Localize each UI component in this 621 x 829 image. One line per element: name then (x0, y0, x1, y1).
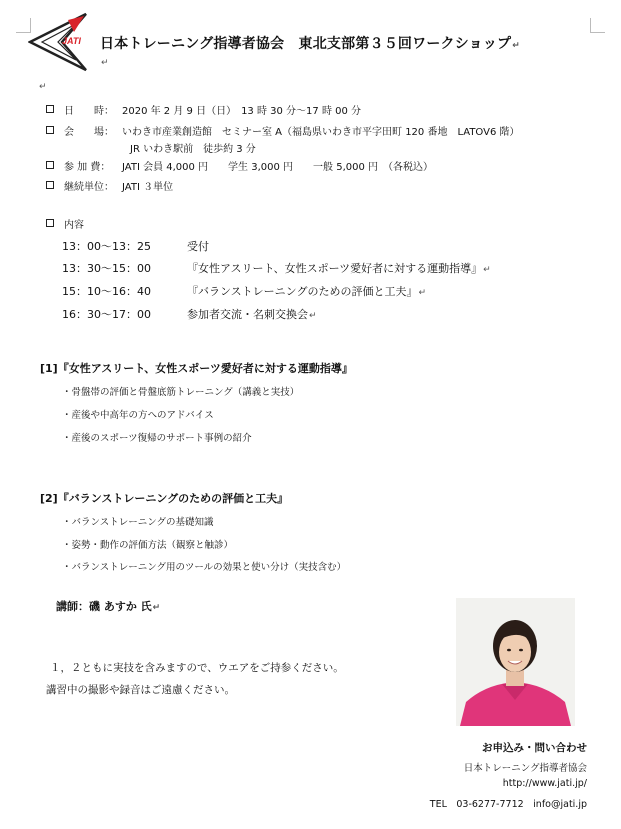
document-title: 日本トレーニング指導者協会 東北支部第３５回ワークショップ↵ (100, 36, 520, 52)
note-line: 講習中の撮影や録音はご遠慮ください。 (46, 684, 235, 696)
jati-logo-icon (28, 12, 88, 72)
checkbox-icon (46, 181, 54, 189)
corner-mark-top-right (590, 18, 605, 33)
schedule-item: 13：00～13：25 受付 (62, 240, 209, 253)
lecturer-portrait-icon (456, 598, 575, 726)
checkbox-icon (46, 105, 54, 113)
contact-org: 日本トレーニング指導者協会 (463, 763, 587, 774)
list-item: ・産後や中高年の方へのアドバイス (62, 410, 214, 421)
schedule-item: 16：30～17：00 参加者交流・名刺交換会↵ (62, 308, 317, 321)
list-item: ・姿勢・動作の評価方法（観察と触診） (62, 540, 234, 551)
note-line: １，２ともに実技を含みますので、ウエアをご持参ください。 (50, 662, 344, 674)
detail-venue: 会 場： いわき市産業創造館 セミナー室 A（福島県いわき市平字田町 120 番地 LATOV6 階） (46, 123, 520, 138)
schedule-item: 13：30～15：00 『女性アスリート、女性スポーツ愛好者に対する運動指導』↵ (62, 262, 491, 275)
logo-text: JATI (62, 36, 81, 46)
schedule-item: 15：10～16：40 『バランストレーニングのための評価と工夫』↵ (62, 285, 426, 298)
contact-url-link[interactable]: http://www.jati.jp/ (502, 778, 587, 789)
checkbox-icon (46, 126, 54, 134)
contact-tel-email: TEL 03-6277-7712 info@jati.jp (429, 799, 587, 810)
schedule-heading: 内容 (46, 216, 84, 231)
lecturer-name: 講師：磯 あすか 氏↵ (56, 600, 161, 613)
detail-venue-access: JR いわき駅前 徒歩約 3 分 (130, 144, 256, 155)
list-item: ・バランストレーニング用のツールの効果と使い分け（実技含む） (62, 562, 347, 573)
detail-credits: 継続単位： JATI ３単位 (46, 178, 173, 193)
contact-heading: お申込み・問い合わせ (482, 742, 587, 754)
section-1-heading: [1]『女性アスリート、女性スポーツ愛好者に対する運動指導』 (40, 362, 353, 375)
section-2-heading: [2]『バランストレーニングのための評価と工夫』 (40, 492, 289, 505)
detail-date: 日 時： 2020 年 2 月 9 日（日） 13 時 30 分～17 時 00 分 (46, 102, 361, 117)
paragraph-mark: ↵ (39, 82, 47, 92)
checkbox-icon (46, 161, 54, 169)
lecturer-photo (456, 598, 575, 726)
detail-fee: 参 加 費： JATI 会員 4,000 円 学生 3,000 円 一般 5,000 円 （各税込） (46, 158, 433, 173)
list-item: ・骨盤帯の評価と骨盤底筋トレーニング（講義と実技） (62, 387, 300, 398)
list-item: ・バランストレーニングの基礎知識 (62, 517, 214, 528)
paragraph-mark: ↵ (101, 58, 109, 68)
checkbox-icon (46, 219, 54, 227)
list-item: ・産後のスポーツ復帰のサポート事例の紹介 (62, 433, 252, 444)
